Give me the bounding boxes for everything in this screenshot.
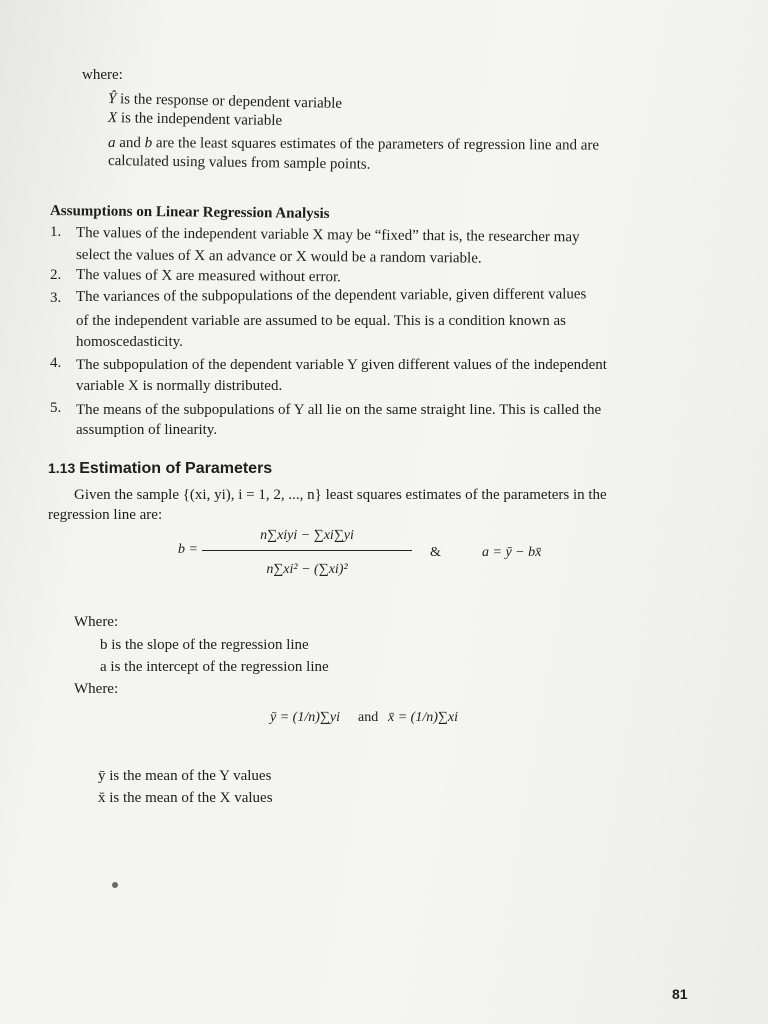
definition-yhat-text: is the response or dependent variable <box>116 91 343 112</box>
formula-amp: & <box>430 545 441 560</box>
where-intro: where: <box>82 67 123 83</box>
formula-b-numerator: n∑xiyi − ∑xi∑yi <box>260 528 354 543</box>
list-item-line: assumption of linearity. <box>76 422 218 438</box>
list-item-number: 4. <box>50 355 62 371</box>
symbol-a: a <box>107 135 116 152</box>
symbol-yhat: Ŷ <box>107 91 117 108</box>
ybar-definition: ȳ is the mean of the Y values <box>98 768 272 784</box>
fraction-bar <box>202 550 412 551</box>
symbol-b: b <box>144 135 153 152</box>
section-heading <box>48 460 272 478</box>
list-item-line: The variances of the subpopulations of the dependent variable, given different values <box>75 286 587 305</box>
where-label-1: Where: <box>74 614 119 630</box>
formula-and: and <box>358 710 379 725</box>
list-item-line: The values of X are measured without error. <box>75 267 341 286</box>
symbol-x: X <box>107 110 118 127</box>
xbar-definition: x̄ is the mean of the X values <box>98 790 273 806</box>
list-item-number: 5. <box>50 400 62 416</box>
list-item-number: 1. <box>50 224 62 240</box>
list-item-line: The values of the independent variable X may be “fixed” that is, the researcher may <box>75 225 580 246</box>
formula-a: a = ȳ − bx̄ <box>482 545 542 560</box>
page-number: 81 <box>672 986 688 1002</box>
formula-ybar: ȳ = (1/n)∑yi <box>270 710 340 725</box>
list-item-line: The subpopulation of the dependent variable Y given different values of the independent <box>76 357 607 373</box>
ink-smudge <box>112 882 118 888</box>
list-item-line: variable X is normally distributed. <box>76 378 283 394</box>
slope-definition: b is the slope of the regression line <box>100 637 309 653</box>
section-intro-line2: regression line are: <box>48 507 163 523</box>
list-item-number: 3. <box>50 290 62 306</box>
formula-b-lhs: b = <box>178 542 198 557</box>
section-number: 1.13 <box>48 460 76 476</box>
definition-ab-line2: calculated using values from sample points. <box>107 153 371 173</box>
list-item-number: 2. <box>50 267 62 283</box>
list-item-line: The means of the subpopulations of Y all lie on the same straight line. This is called the <box>76 402 602 418</box>
ab-and: and <box>115 135 145 152</box>
list-item-line: of the independent variable are assumed to be equal. This is a condition known as <box>76 313 567 329</box>
where-label-2: Where: <box>74 681 119 697</box>
ab-rest: are the least squares estimates of the parameters of regression line and are <box>152 135 600 154</box>
list-item-line: select the values of X an advance or X would be a random variable. <box>75 247 482 267</box>
intercept-definition: a is the intercept of the regression line <box>100 659 329 675</box>
assumptions-heading: Assumptions on Linear Regression Analysis <box>49 203 330 222</box>
definition-x-text: is the independent variable <box>117 110 283 130</box>
section-title: Estimation of Parameters <box>79 460 273 477</box>
list-item-line: homoscedasticity. <box>76 334 183 350</box>
definition-x <box>108 107 282 132</box>
formula-b-denominator: n∑xi² − (∑xi)² <box>266 562 348 577</box>
formula-xbar: x̄ = (1/n)∑xi <box>388 710 458 725</box>
section-intro-line1: Given the sample {(xi, yi), i = 1, 2, ..., n} least squares estimates of the parameters in the <box>74 487 607 503</box>
